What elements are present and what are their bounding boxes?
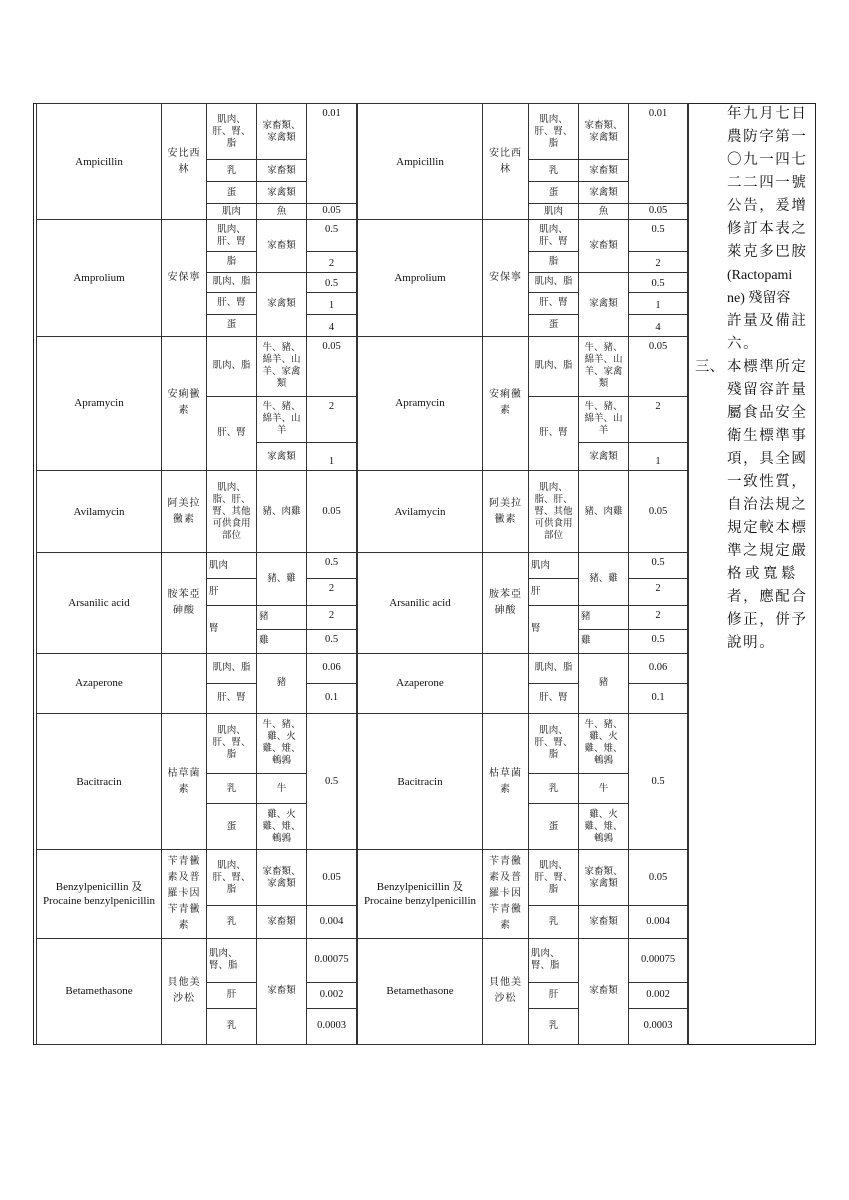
- mrl-value: 0.00075: [307, 938, 357, 982]
- table-row: [37, 850, 357, 906]
- remark-line: 殘留容許量: [727, 382, 808, 398]
- mrl-value: 1: [307, 292, 357, 314]
- tissue-cell: 蛋: [529, 804, 579, 850]
- table-row: [37, 713, 357, 773]
- table-row: [358, 220, 688, 252]
- mrl-value: 0.0003: [307, 1008, 357, 1044]
- table-row: [37, 104, 357, 160]
- tissue-cell: 肌肉: [207, 553, 257, 579]
- drug-english-name: Bacitracin: [37, 713, 162, 849]
- tissue-cell: 蛋: [529, 182, 579, 204]
- drug-english-name: Ampicillin: [358, 104, 483, 220]
- tissue-cell: 脂: [207, 252, 257, 272]
- drug-english-name: Azaperone: [37, 653, 162, 713]
- mrl-value: 0.5: [629, 713, 688, 849]
- tissue-cell: 乳: [529, 906, 579, 938]
- drug-chinese-name: 安比西林: [483, 104, 529, 220]
- mrl-value: 0.5: [307, 272, 357, 292]
- drug-english-name: Apramycin: [358, 336, 483, 470]
- species-cell: 雞: [579, 629, 629, 653]
- drug-chinese-name: 貝他美沙松: [483, 938, 529, 1045]
- tissue-cell: 肌肉、脂: [207, 272, 257, 292]
- tissue-cell: 肌肉、肝、腎: [207, 220, 257, 252]
- mrl-value: 0.06: [629, 653, 688, 683]
- species-cell: 家畜類: [579, 906, 629, 938]
- drug-chinese-name: 苄青黴素及普羅卡因苄青黴素: [483, 850, 529, 938]
- drug-english-name: Benzylpenicillin 及 Procaine benzylpenicillin: [358, 850, 483, 938]
- tissue-cell: 肌肉: [529, 553, 579, 579]
- tissue-cell: 乳: [207, 906, 257, 938]
- remark-line: 修訂本表之: [727, 221, 808, 237]
- species-cell: 家畜類、家禽類: [579, 850, 629, 906]
- drug-english-name: Azaperone: [358, 653, 483, 713]
- mrl-value: 2: [629, 579, 688, 605]
- mrl-value: 0.5: [629, 553, 688, 579]
- table-row: [37, 220, 357, 252]
- species-cell: 魚: [257, 204, 307, 220]
- tissue-cell: 肌肉: [529, 204, 579, 220]
- species-cell: 家畜類: [579, 938, 629, 1045]
- mrl-value: 0.5: [307, 553, 357, 579]
- remark-line: 一致性質，: [727, 474, 808, 490]
- mrl-value: 0.01: [629, 104, 688, 204]
- mrl-value: 4: [629, 314, 688, 336]
- mrl-value: 0.05: [629, 336, 688, 396]
- remark-line: 規定較本標: [727, 520, 808, 536]
- tissue-cell: 乳: [529, 1008, 579, 1044]
- tissue-cell: 肝: [207, 982, 257, 1008]
- mrl-value: 0.05: [629, 850, 688, 906]
- mrl-value: 0.05: [307, 336, 357, 396]
- drug-chinese-name: [483, 653, 529, 713]
- mrl-value: 0.05: [629, 471, 688, 553]
- species-cell: 雞: [257, 629, 307, 653]
- tissue-cell: 腎: [207, 605, 257, 653]
- species-cell: 魚: [579, 204, 629, 220]
- drug-english-name: Amprolium: [358, 220, 483, 336]
- tissue-cell: 肌肉、脂: [207, 336, 257, 396]
- mrl-value: 0.5: [629, 272, 688, 292]
- tissue-cell: 肌肉: [207, 204, 257, 220]
- mrl-value: 2: [629, 396, 688, 442]
- remark-line: 許量及備註: [727, 313, 808, 329]
- remark-line: 二二四一號: [727, 175, 808, 191]
- mrl-value: 2: [307, 252, 357, 272]
- mrl-value: 0.1: [307, 683, 357, 713]
- tissue-cell: 肌肉、肝、腎、脂: [529, 850, 579, 906]
- drug-english-name: Ampicillin: [37, 104, 162, 220]
- drug-chinese-name: 胺苯亞砷酸: [162, 553, 207, 653]
- species-cell: 牛、豬、綿羊、山羊、家禽類: [257, 336, 307, 396]
- tissue-cell: 腎: [529, 605, 579, 653]
- remark-line: 自治法規之: [727, 497, 808, 513]
- species-cell: 豬、雞: [579, 553, 629, 605]
- tissue-cell: 肌肉、腎、脂: [529, 938, 579, 982]
- tissue-cell: 乳: [207, 160, 257, 182]
- drug-english-name: Bacitracin: [358, 713, 483, 849]
- species-cell: 牛、豬、綿羊、山羊: [579, 396, 629, 442]
- species-cell: 豬: [257, 605, 307, 629]
- species-cell: 家畜類、家禽類: [579, 104, 629, 160]
- table-row: [358, 938, 688, 982]
- drug-chinese-name: 安保寧: [483, 220, 529, 336]
- remark-line: 〇九一四七: [727, 152, 808, 168]
- species-cell: 牛、豬、雞、火雞、雉、鵪鶉: [579, 713, 629, 773]
- drug-english-name: Apramycin: [37, 336, 162, 470]
- mrl-value: 2: [629, 605, 688, 629]
- table-row: [358, 653, 688, 683]
- drug-english-name: Avilamycin: [37, 471, 162, 553]
- tissue-cell: 肝、腎: [529, 292, 579, 314]
- mrl-value: 0.05: [629, 204, 688, 220]
- tissue-cell: 蛋: [207, 804, 257, 850]
- mrl-value: 4: [307, 314, 357, 336]
- mrl-value: 0.004: [307, 906, 357, 938]
- remark-line: (Ractopami: [727, 268, 793, 283]
- tissue-cell: 肌肉、腎、脂: [207, 938, 257, 982]
- tissue-cell: 肌肉、脂、肝、腎、其他可供食用部位: [529, 471, 579, 553]
- tissue-cell: 肝、腎: [529, 683, 579, 713]
- tissue-cell: 肝、腎: [207, 396, 257, 470]
- remark-item-marker: 三、: [695, 359, 724, 375]
- species-cell: 家禽類: [579, 182, 629, 204]
- table-row: [37, 938, 357, 982]
- mrl-value: 0.06: [307, 653, 357, 683]
- remark-line: 農防字第一: [727, 129, 808, 145]
- tissue-cell: 肌肉、脂: [529, 272, 579, 292]
- drug-chinese-name: 枯草菌素: [162, 713, 207, 849]
- drug-english-name: Arsanilic acid: [358, 553, 483, 653]
- tissue-cell: 肌肉、脂: [207, 653, 257, 683]
- species-cell: 家禽類: [257, 443, 307, 471]
- tissue-cell: 肌肉、肝、腎、脂: [529, 104, 579, 160]
- tissue-cell: 乳: [529, 774, 579, 804]
- table-row: [358, 553, 688, 579]
- mrl-value: 0.05: [307, 204, 357, 220]
- drug-chinese-name: 苄青黴素及普羅卡因苄青黴素: [162, 850, 207, 938]
- tissue-cell: 乳: [529, 160, 579, 182]
- species-cell: 豬: [579, 605, 629, 629]
- drug-english-name: Betamethasone: [37, 938, 162, 1045]
- remark-line: 者，應配合: [727, 589, 808, 605]
- mrl-value: 0.05: [307, 471, 357, 553]
- species-cell: 牛、豬、綿羊、山羊: [257, 396, 307, 442]
- mrl-value: 0.1: [629, 683, 688, 713]
- tissue-cell: 肌肉、肝、腎、脂: [207, 104, 257, 160]
- remark-line: ne) 殘留容: [727, 291, 791, 306]
- drug-chinese-name: 阿美拉黴素: [162, 471, 207, 553]
- tissue-cell: 肌肉、脂: [529, 653, 579, 683]
- remark-line: 萊克多巴胺: [727, 244, 808, 260]
- mrl-value: 1: [629, 443, 688, 471]
- species-cell: 家畜類、家禽類: [257, 104, 307, 160]
- mrl-value: 1: [629, 292, 688, 314]
- species-cell: 雞、火雞、雉、鵪鶉: [257, 804, 307, 850]
- mrl-value: 0.5: [629, 629, 688, 653]
- tissue-cell: 乳: [207, 774, 257, 804]
- table-row: [358, 471, 688, 553]
- remark-line: 準之規定嚴: [727, 543, 808, 559]
- mrl-value: 2: [307, 605, 357, 629]
- tissue-cell: 肝: [207, 579, 257, 605]
- species-cell: 牛: [579, 774, 629, 804]
- mrl-value: 0.5: [307, 713, 357, 849]
- drug-chinese-name: [162, 653, 207, 713]
- remark-line: 本標準所定: [727, 359, 808, 375]
- mrl-value: 0.002: [307, 982, 357, 1008]
- drug-english-name: Arsanilic acid: [37, 553, 162, 653]
- residue-table-current: [36, 103, 357, 1045]
- tissue-cell: 肝、腎: [207, 292, 257, 314]
- remark-line: 屬食品安全: [727, 405, 808, 421]
- species-cell: 家禽類: [579, 443, 629, 471]
- species-cell: 家畜類: [257, 906, 307, 938]
- species-cell: 家畜類: [257, 938, 307, 1045]
- mrl-value: 2: [629, 252, 688, 272]
- remark-line: 說明。: [727, 635, 776, 651]
- drug-chinese-name: 胺苯亞砷酸: [483, 553, 529, 653]
- species-cell: 家禽類: [257, 272, 307, 336]
- species-cell: 家畜類: [257, 220, 307, 272]
- drug-english-name: Benzylpenicillin 及 Procaine benzylpenicillin: [37, 850, 162, 938]
- tissue-cell: 肌肉、肝、腎、脂: [207, 713, 257, 773]
- table-row: [358, 850, 688, 906]
- tissue-cell: 肌肉、脂、肝、腎、其他可供食用部位: [207, 471, 257, 553]
- species-cell: 家畜類: [257, 160, 307, 182]
- drug-chinese-name: 枯草菌素: [483, 713, 529, 849]
- tissue-cell: 肌肉、脂: [529, 336, 579, 396]
- remark-line: 格或寬鬆: [727, 566, 799, 582]
- mrl-value: 0.004: [629, 906, 688, 938]
- remarks-column: [688, 103, 816, 1045]
- species-cell: 家禽類: [579, 272, 629, 336]
- table-row: [358, 336, 688, 396]
- tissue-cell: 肝、腎: [207, 683, 257, 713]
- remark-line: 六。: [727, 336, 760, 352]
- tissue-cell: 肝: [529, 579, 579, 605]
- table-row: [358, 104, 688, 160]
- remark-line: 衛生標準事: [727, 428, 808, 444]
- mrl-value: 0.0003: [629, 1008, 688, 1044]
- tissue-cell: 蛋: [207, 182, 257, 204]
- table-row: [358, 713, 688, 773]
- residue-table-revised: [357, 103, 688, 1045]
- mrl-value: 1: [307, 443, 357, 471]
- drug-english-name: Avilamycin: [358, 471, 483, 553]
- drug-chinese-name: 安痢黴素: [162, 336, 207, 470]
- mrl-value: 0.5: [307, 220, 357, 252]
- remark-line: 修正，併予: [727, 612, 808, 628]
- tissue-cell: 乳: [207, 1008, 257, 1044]
- drug-english-name: Amprolium: [37, 220, 162, 336]
- tissue-cell: 蛋: [529, 314, 579, 336]
- species-cell: 家畜類: [579, 220, 629, 272]
- tissue-cell: 肌肉、肝、腎、脂: [207, 850, 257, 906]
- table-row: [37, 471, 357, 553]
- tissue-cell: 脂: [529, 252, 579, 272]
- species-cell: 豬、肉雞: [257, 471, 307, 553]
- species-cell: 家禽類: [257, 182, 307, 204]
- species-cell: 雞、火雞、雉、鵪鶉: [579, 804, 629, 850]
- mrl-value: 0.5: [307, 629, 357, 653]
- drug-chinese-name: 阿美拉黴素: [483, 471, 529, 553]
- drug-chinese-name: 貝他美沙松: [162, 938, 207, 1045]
- tissue-cell: 肌肉、肝、腎: [529, 220, 579, 252]
- species-cell: 豬: [579, 653, 629, 713]
- species-cell: 豬、雞: [257, 553, 307, 605]
- mrl-value: 2: [307, 396, 357, 442]
- table-row: [37, 553, 357, 579]
- table-row: [37, 653, 357, 683]
- drug-chinese-name: 安保寧: [162, 220, 207, 336]
- species-cell: 豬: [257, 653, 307, 713]
- species-cell: 家畜類、家禽類: [257, 850, 307, 906]
- drug-chinese-name: 安痢黴素: [483, 336, 529, 470]
- mrl-value: 0.01: [307, 104, 357, 204]
- mrl-value: 0.00075: [629, 938, 688, 982]
- remark-line: 年九月七日: [727, 106, 808, 122]
- mrl-value: 2: [307, 579, 357, 605]
- remark-line: 項，具全國: [727, 451, 808, 467]
- species-cell: 家畜類: [579, 160, 629, 182]
- tissue-cell: 肌肉、肝、腎、脂: [529, 713, 579, 773]
- tissue-cell: 蛋: [207, 314, 257, 336]
- species-cell: 豬、肉雞: [579, 471, 629, 553]
- species-cell: 牛、豬、綿羊、山羊、家禽類: [579, 336, 629, 396]
- remark-line: 公告，爰增: [727, 198, 808, 214]
- table-row: [37, 336, 357, 396]
- mrl-value: 0.5: [629, 220, 688, 252]
- tissue-cell: 肝: [529, 982, 579, 1008]
- mrl-value: 0.05: [307, 850, 357, 906]
- species-cell: 牛、豬、雞、火雞、雉、鵪鶉: [257, 713, 307, 773]
- drug-chinese-name: 安比西林: [162, 104, 207, 220]
- tissue-cell: 肝、腎: [529, 396, 579, 470]
- drug-english-name: Betamethasone: [358, 938, 483, 1045]
- mrl-value: 0.002: [629, 982, 688, 1008]
- species-cell: 牛: [257, 774, 307, 804]
